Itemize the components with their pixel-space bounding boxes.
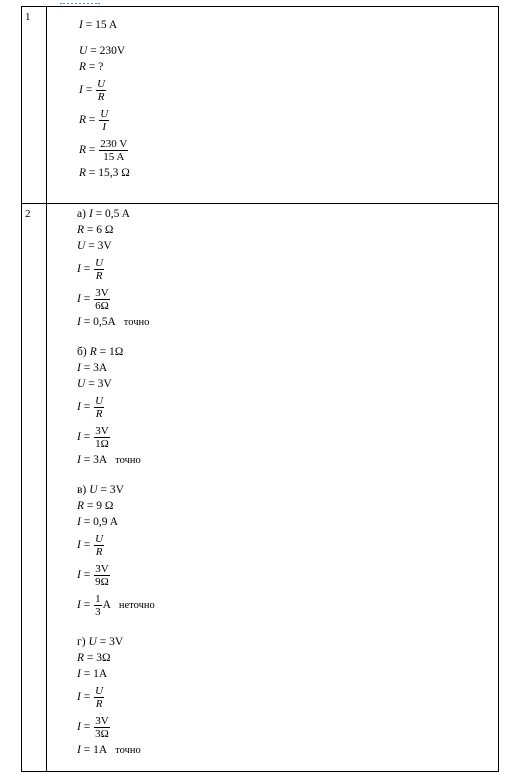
equals-sign: = (80, 401, 94, 413)
equation-line (77, 422, 498, 452)
fraction-denominator: 1Ω (95, 437, 109, 450)
equation-value: 3Ω (96, 652, 111, 664)
fraction-denominator: R (95, 545, 103, 558)
fraction (94, 287, 110, 312)
fraction-numerator: U (95, 684, 104, 697)
equation-line (77, 650, 498, 666)
equation-variable: U (77, 240, 86, 252)
fraction-denominator: R (95, 407, 103, 420)
solution-block-2 (47, 204, 498, 758)
case-label: в) (77, 484, 87, 496)
equation-variable: I (77, 569, 81, 581)
equation-line (79, 17, 498, 33)
equation-variable: I (77, 263, 81, 275)
equation-line (77, 222, 498, 238)
fraction (94, 533, 104, 558)
equation-variable: I (79, 84, 83, 96)
fraction-numerator: 230 V (100, 137, 128, 150)
equation-line (77, 314, 498, 330)
fraction-numerator: U (95, 394, 104, 407)
equation-value: 3V (97, 240, 112, 252)
equals-sign: = (86, 144, 99, 156)
fraction (94, 257, 104, 282)
equation-variable: I (77, 316, 81, 328)
fraction (94, 395, 104, 420)
equation-variable: I (77, 599, 81, 611)
equation-line (79, 59, 498, 75)
case-label: г) (77, 636, 86, 648)
equation-line (77, 392, 498, 422)
fraction-numerator: 3V (95, 714, 109, 727)
equals-sign: = (96, 346, 109, 358)
equals-sign: = (80, 691, 94, 703)
row-number: 2 (25, 208, 31, 220)
equation-variable: I (77, 293, 81, 305)
fraction (94, 593, 102, 618)
equation-line (77, 682, 498, 712)
equation-variable: R (79, 167, 87, 179)
equation-value: 6 Ω (96, 224, 114, 236)
equals-sign: = (84, 652, 97, 664)
equation-variable: U (89, 484, 98, 496)
fraction (94, 685, 104, 710)
spacer (79, 33, 498, 43)
fraction-denominator: 3Ω (95, 727, 109, 740)
fraction-numerator: U (97, 77, 106, 90)
equation-value: 230V (99, 45, 126, 57)
equation-line (77, 376, 498, 392)
equals-sign: = (80, 293, 94, 305)
equation-variable: R (77, 652, 85, 664)
equals-sign: = (84, 500, 97, 512)
equation-variable: I (77, 431, 81, 443)
case-group (77, 206, 498, 330)
equals-sign: = (80, 362, 94, 374)
equation-line (77, 514, 498, 530)
fraction-denominator: 6Ω (95, 299, 109, 312)
table-row (22, 7, 499, 204)
fraction-denominator: R (95, 269, 103, 282)
row-number-cell (22, 204, 47, 772)
equation-value: 15 A (95, 19, 118, 31)
case-label: б) (77, 346, 87, 358)
fraction-denominator: 9Ω (95, 575, 109, 588)
equation-value: 1Ω (108, 346, 124, 358)
equation-variable: R (79, 114, 87, 126)
equation-line (77, 634, 498, 650)
equation-line (79, 165, 498, 181)
case-group (77, 634, 498, 758)
equals-sign: = (80, 516, 94, 528)
equation-value: 3A (93, 454, 108, 466)
case-group (77, 344, 498, 468)
fraction (94, 425, 110, 450)
equation-value: 9 Ω (96, 500, 114, 512)
verdict-note: точно (115, 745, 141, 756)
fraction (99, 138, 128, 163)
equation-line (77, 482, 498, 498)
equation-line (77, 284, 498, 314)
fraction (96, 78, 106, 103)
equation-line (77, 666, 498, 682)
equals-sign: = (80, 668, 94, 680)
equals-sign: = (86, 167, 99, 179)
fraction-numerator: 3V (95, 562, 109, 575)
equation-value: 3V (109, 636, 124, 648)
equals-sign: = (82, 84, 96, 96)
equals-sign: = (80, 539, 94, 551)
equation-line (79, 135, 498, 165)
equals-sign: = (80, 744, 94, 756)
fraction-denominator: R (95, 697, 103, 710)
equation-line (77, 238, 498, 254)
equation-line (79, 105, 498, 135)
equation-unit: A (102, 599, 111, 611)
equals-sign: = (80, 316, 94, 328)
equation-value: 15,3 Ω (98, 167, 130, 179)
equation-value: 3V (97, 378, 112, 390)
equals-sign: = (80, 569, 94, 581)
equation-value: ? (98, 61, 104, 73)
equation-variable: I (77, 516, 81, 528)
equation-line (77, 254, 498, 284)
case-label: а) (77, 208, 86, 220)
equation-variable: I (77, 362, 81, 374)
fraction-numerator: 1 (95, 592, 101, 605)
equation-line (77, 590, 498, 620)
equals-sign: = (85, 378, 98, 390)
fraction-numerator: U (100, 107, 109, 120)
equation-value: 1A (93, 744, 108, 756)
equals-sign: = (85, 240, 98, 252)
equation-variable: R (79, 61, 87, 73)
equation-value: 0,5 A (105, 208, 130, 220)
equation-variable: R (89, 346, 97, 358)
equation-value: 0,9 A (93, 516, 119, 528)
equation-line (77, 712, 498, 742)
equals-sign: = (80, 721, 94, 733)
equation-line (77, 742, 498, 758)
equation-line (77, 530, 498, 560)
fraction-numerator: 3V (95, 286, 109, 299)
equals-sign: = (92, 208, 106, 220)
equation-line (77, 360, 498, 376)
equation-variable: I (77, 454, 81, 466)
solution-block-1 (47, 7, 498, 181)
equation-variable: U (88, 636, 97, 648)
fraction-denominator: R (97, 90, 105, 103)
equation-value: 1A (93, 668, 108, 680)
equation-variable: R (77, 224, 85, 236)
fraction (99, 108, 109, 133)
equation-variable: I (88, 208, 93, 220)
row-number-cell (22, 7, 47, 204)
top-cropped-heading (0, 0, 519, 4)
row-content-cell (47, 204, 499, 772)
equation-line (79, 43, 498, 59)
equals-sign: = (82, 19, 96, 31)
equation-line (79, 75, 498, 105)
equation-value: 3A (93, 362, 108, 374)
row-content-cell (47, 7, 499, 204)
verdict-note: точно (123, 317, 150, 328)
equation-line (77, 498, 498, 514)
equals-sign: = (86, 61, 99, 73)
equation-value: 0,5A (93, 316, 116, 328)
equation-line (77, 344, 498, 360)
equals-sign: = (84, 224, 97, 236)
equals-sign: = (87, 45, 100, 57)
cropped-heading-fragment (60, 0, 100, 4)
verdict-note: неточно (118, 600, 155, 611)
answers-table (21, 6, 499, 772)
equals-sign: = (97, 484, 110, 496)
fraction (94, 563, 110, 588)
equation-variable: I (79, 19, 83, 31)
equation-variable: U (77, 378, 86, 390)
equation-variable: I (77, 721, 81, 733)
fraction-denominator: I (102, 120, 107, 133)
verdict-note: точно (115, 455, 141, 466)
equation-variable: U (79, 45, 88, 57)
equation-variable: I (77, 539, 81, 551)
equation-variable: I (77, 401, 81, 413)
equation-line (77, 206, 498, 222)
equation-variable: I (77, 691, 81, 703)
equation-line (77, 560, 498, 590)
equation-variable: I (77, 744, 81, 756)
fraction-denominator: 15 A (103, 150, 125, 163)
fraction-numerator: 3V (95, 424, 109, 437)
fraction-numerator: U (95, 256, 104, 269)
equation-variable: R (77, 500, 85, 512)
equals-sign: = (86, 114, 99, 126)
equals-sign: = (80, 431, 94, 443)
table-row (22, 204, 499, 772)
case-group (77, 482, 498, 620)
equation-variable: I (77, 668, 81, 680)
fraction (94, 715, 110, 740)
equation-line (77, 452, 498, 468)
equals-sign: = (80, 263, 94, 275)
fraction-denominator: 3 (95, 605, 101, 618)
equation-variable: R (79, 144, 87, 156)
equals-sign: = (80, 599, 94, 611)
equals-sign: = (96, 636, 110, 648)
equals-sign: = (80, 454, 94, 466)
row-number: 1 (25, 11, 31, 23)
fraction-numerator: U (95, 532, 104, 545)
equation-value: 3V (109, 484, 124, 496)
